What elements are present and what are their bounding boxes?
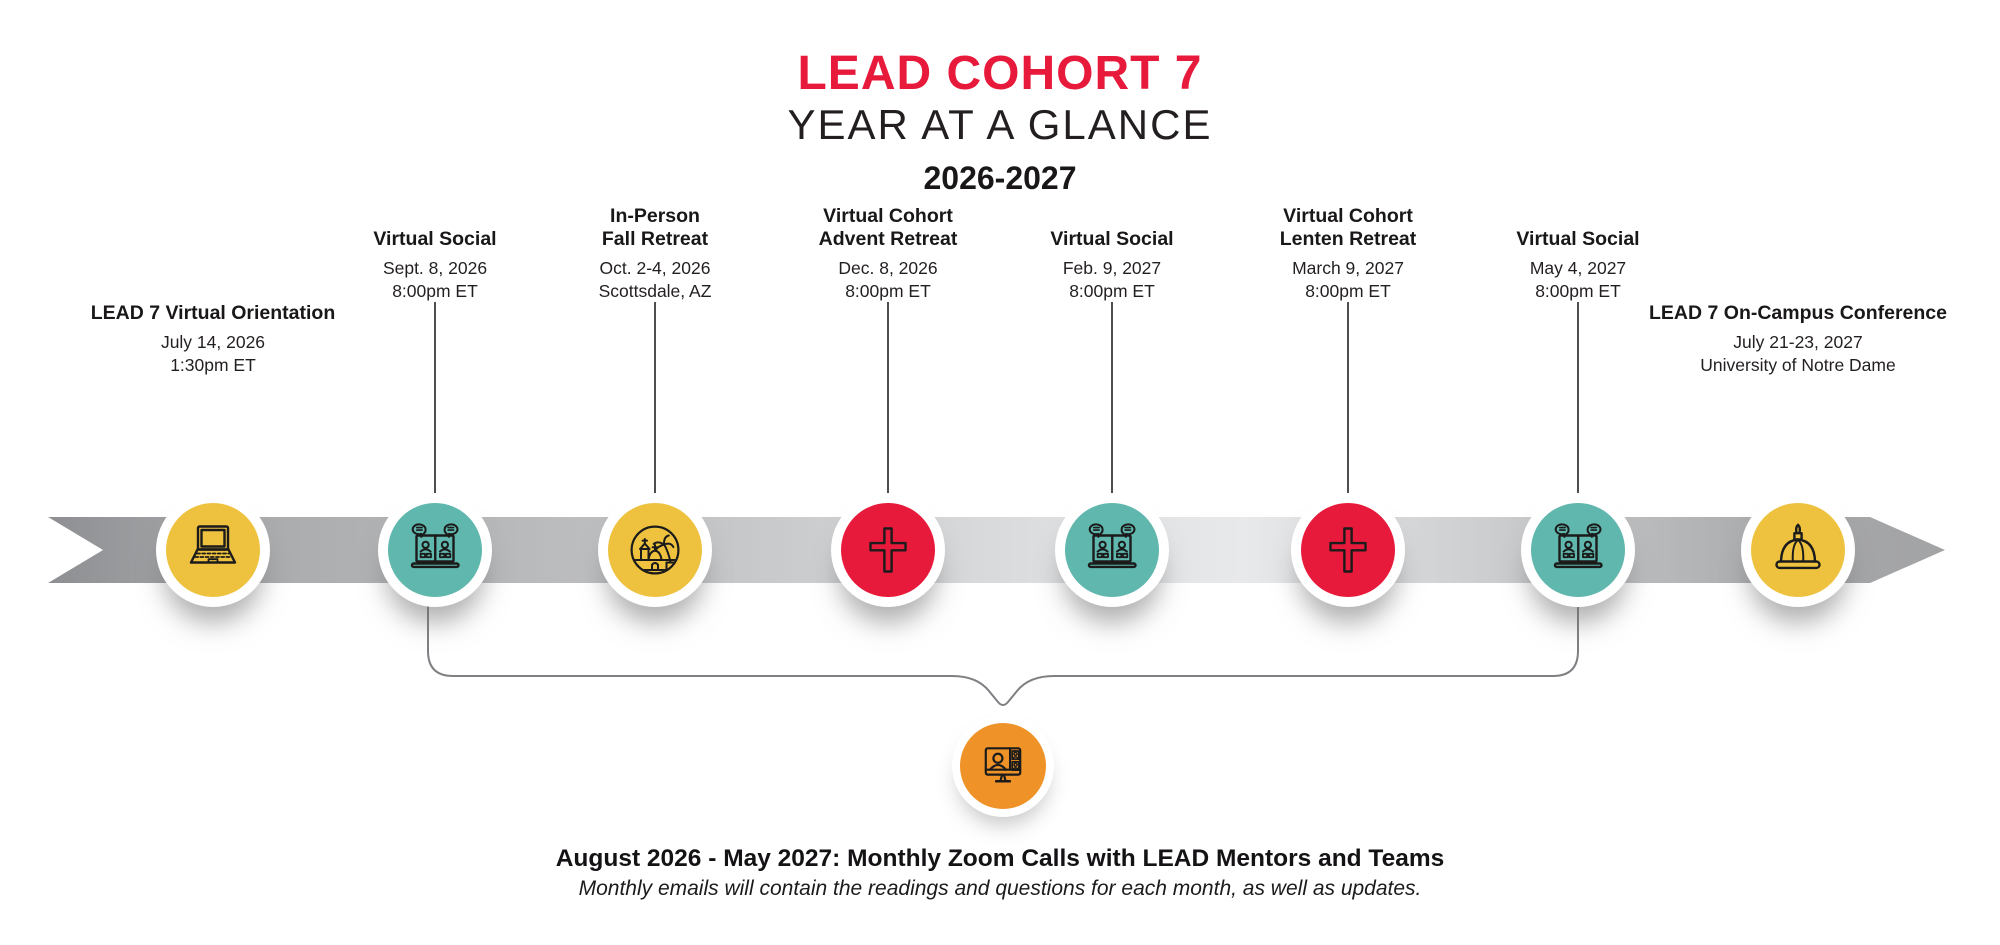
event-date: Oct. 2-4, 2026 Scottsdale, AZ bbox=[598, 258, 712, 301]
event-label bbox=[982, 228, 1242, 302]
golden-dome-icon bbox=[1751, 503, 1845, 597]
monthly-heading: August 2026 - May 2027: Monthly Zoom Calls with LEAD Mentors and Teams bbox=[555, 845, 1445, 872]
event-date: July 14, 2026 1:30pm ET bbox=[160, 332, 266, 375]
page-years: 2026-2027 bbox=[923, 160, 1077, 196]
timeline-arrow-bar bbox=[48, 517, 1945, 583]
event-date: Feb. 9, 2027 8:00pm ET bbox=[1062, 258, 1162, 301]
event-title: Virtual Cohort Lenten Retreat bbox=[1279, 204, 1417, 251]
event-title: LEAD 7 Virtual Orientation bbox=[90, 302, 336, 325]
event-date: March 9, 2027 8:00pm ET bbox=[1292, 258, 1404, 301]
virtual-social-icon bbox=[1065, 503, 1159, 597]
event-date: May 4, 2027 8:00pm ET bbox=[1529, 258, 1627, 301]
virtual-social-icon bbox=[1531, 503, 1625, 597]
event-label bbox=[525, 205, 785, 302]
event-node bbox=[1055, 493, 1169, 607]
event-label bbox=[53, 302, 373, 376]
event-label bbox=[1448, 228, 1708, 302]
zoom-call-icon bbox=[960, 723, 1046, 809]
event-title: In-Person Fall Retreat bbox=[601, 204, 709, 251]
page-subtitle: YEAR AT A GLANCE bbox=[787, 101, 1213, 148]
event-node bbox=[156, 493, 270, 607]
event-node bbox=[831, 493, 945, 607]
event-date: Sept. 8, 2026 8:00pm ET bbox=[382, 258, 488, 301]
page-title: LEAD COHORT 7 bbox=[797, 47, 1203, 100]
event-title: Virtual Social bbox=[1050, 228, 1174, 251]
monthly-subheading: Monthly emails will contain the readings and questions for each month, as well as updates. bbox=[578, 877, 1422, 900]
event-label bbox=[758, 205, 1018, 302]
cross-icon bbox=[841, 503, 935, 597]
event-node bbox=[1521, 493, 1635, 607]
event-title: LEAD 7 On-Campus Conference bbox=[1649, 302, 1947, 325]
event-node bbox=[378, 493, 492, 607]
cross-icon bbox=[1301, 503, 1395, 597]
laptop-icon bbox=[166, 503, 260, 597]
monthly-zoom-node bbox=[952, 715, 1054, 817]
event-label bbox=[1218, 205, 1478, 302]
mission-retreat-icon bbox=[608, 503, 702, 597]
event-node bbox=[598, 493, 712, 607]
event-title: Virtual Social bbox=[373, 228, 497, 251]
event-label bbox=[1638, 302, 1958, 376]
event-title: Virtual Cohort Advent Retreat bbox=[818, 204, 958, 251]
event-title: Virtual Social bbox=[1516, 228, 1640, 251]
virtual-social-icon bbox=[388, 503, 482, 597]
event-date: Dec. 8, 2026 8:00pm ET bbox=[838, 258, 938, 301]
event-node bbox=[1291, 493, 1405, 607]
event-node bbox=[1741, 493, 1855, 607]
event-date: July 21-23, 2027 University of Notre Dame bbox=[1700, 332, 1896, 375]
